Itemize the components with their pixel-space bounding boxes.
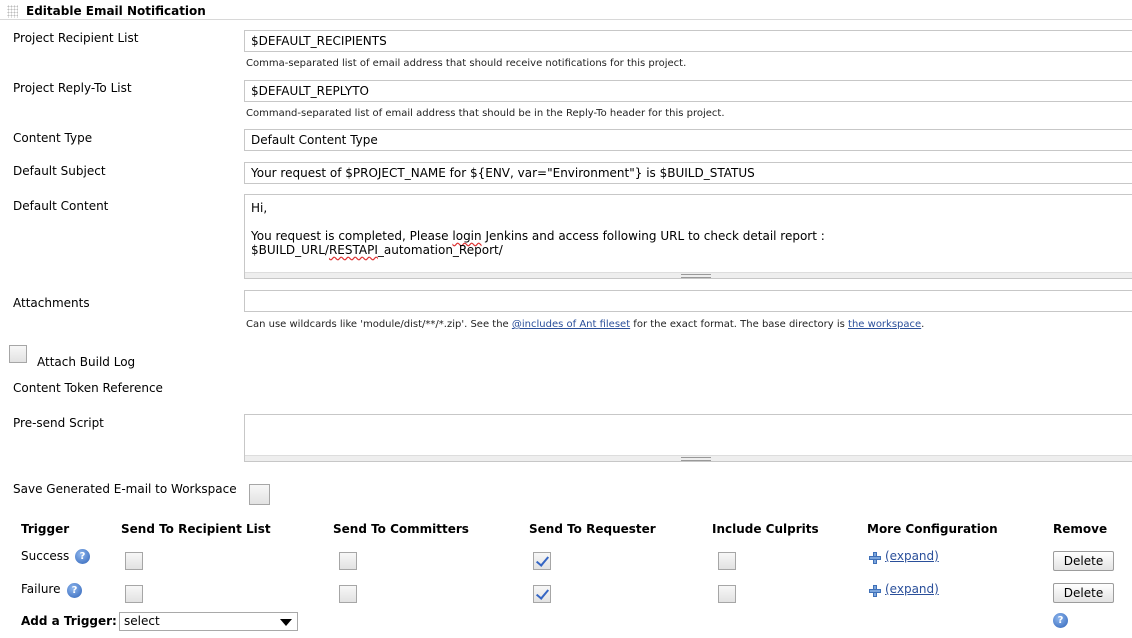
presend-script-textarea[interactable] (244, 414, 1132, 462)
success-delete-button[interactable]: Delete (1053, 551, 1114, 571)
failure-recipient-checkbox[interactable] (125, 585, 143, 603)
col-header-remove: Remove (1053, 522, 1108, 536)
default-content-textarea[interactable] (244, 194, 1132, 279)
content-type-select[interactable]: Default Content Type (244, 129, 1132, 151)
divider (0, 19, 1132, 20)
textarea-resize-grip[interactable] (245, 272, 1132, 278)
attach-build-log-checkbox[interactable] (9, 345, 27, 363)
section-title-text: Editable Email Notification (26, 4, 206, 18)
content-line-3: $BUILD_URL/RESTAPI_automation_Report/ (251, 243, 503, 257)
save-email-label: Save Generated E-mail to Workspace (13, 482, 237, 496)
success-committers-checkbox[interactable] (339, 552, 357, 570)
attachments-input[interactable] (244, 290, 1132, 312)
failure-expand-link[interactable]: (expand) (885, 582, 939, 596)
reply-to-label: Project Reply-To List (13, 81, 132, 95)
attachments-help: Can use wildcards like 'module/dist/**/*.zip'. See the @includes of Ant fileset for the exact format. The base directory is the workspace. (246, 319, 925, 330)
plus-icon[interactable] (869, 585, 881, 597)
failure-committers-checkbox[interactable] (339, 585, 357, 603)
attach-build-log-label: Attach Build Log (37, 355, 136, 369)
failure-delete-button[interactable]: Delete (1053, 583, 1114, 603)
default-content-label: Default Content (13, 199, 109, 213)
help-icon[interactable]: ? (75, 549, 90, 564)
col-header-committers: Send To Committers (333, 522, 469, 536)
success-recipient-checkbox[interactable] (125, 552, 143, 570)
reply-to-input[interactable]: $DEFAULT_REPLYTO (244, 80, 1132, 102)
ant-fileset-link[interactable]: @includes of Ant fileset (511, 319, 631, 330)
col-header-recipient-list: Send To Recipient List (121, 522, 271, 536)
add-trigger-select[interactable]: select (119, 612, 298, 631)
failure-culprits-checkbox[interactable] (718, 585, 736, 603)
textarea-resize-grip[interactable] (245, 455, 1132, 461)
section-title (7, 2, 206, 20)
col-header-trigger: Trigger (21, 522, 70, 536)
recipient-list-input[interactable]: $DEFAULT_RECIPIENTS (244, 30, 1132, 52)
trigger-name-success: Success (21, 549, 70, 563)
attachments-label: Attachments (13, 296, 90, 310)
save-email-checkbox[interactable] (249, 484, 270, 505)
help-icon[interactable]: ? (1053, 613, 1068, 628)
content-line-2: You request is completed, Please login Jenkins and access following URL to check detail report : (251, 229, 825, 243)
presend-script-label: Pre-send Script (13, 416, 104, 430)
content-token-reference-label: Content Token Reference (13, 381, 163, 395)
content-line-1: Hi, (251, 201, 268, 215)
default-subject-input[interactable]: Your request of $PROJECT_NAME for ${ENV, var="Environment"} is $BUILD_STATUS (244, 162, 1132, 184)
chevron-down-icon (280, 619, 292, 626)
success-culprits-checkbox[interactable] (718, 552, 736, 570)
default-subject-label: Default Subject (13, 164, 106, 178)
recipient-list-label: Project Recipient List (13, 31, 139, 45)
failure-requester-checkbox[interactable] (533, 585, 551, 603)
col-header-culprits: Include Culprits (712, 522, 819, 536)
success-expand-link[interactable]: (expand) (885, 549, 939, 563)
workspace-link[interactable]: the workspace (848, 319, 922, 330)
col-header-more-config: More Configuration (867, 522, 998, 536)
plus-icon[interactable] (869, 552, 881, 564)
content-type-label: Content Type (13, 131, 93, 145)
col-header-requester: Send To Requester (529, 522, 656, 536)
add-trigger-label: Add a Trigger: (21, 614, 117, 628)
recipient-list-help: Comma-separated list of email address that should receive notifications for this project. (246, 58, 687, 69)
trigger-name-failure: Failure (21, 582, 61, 596)
reply-to-help: Command-separated list of email address that should be in the Reply-To header for this project. (246, 108, 725, 119)
help-icon[interactable]: ? (67, 583, 82, 598)
drag-handle-icon[interactable] (7, 5, 18, 18)
success-requester-checkbox[interactable] (533, 552, 551, 570)
